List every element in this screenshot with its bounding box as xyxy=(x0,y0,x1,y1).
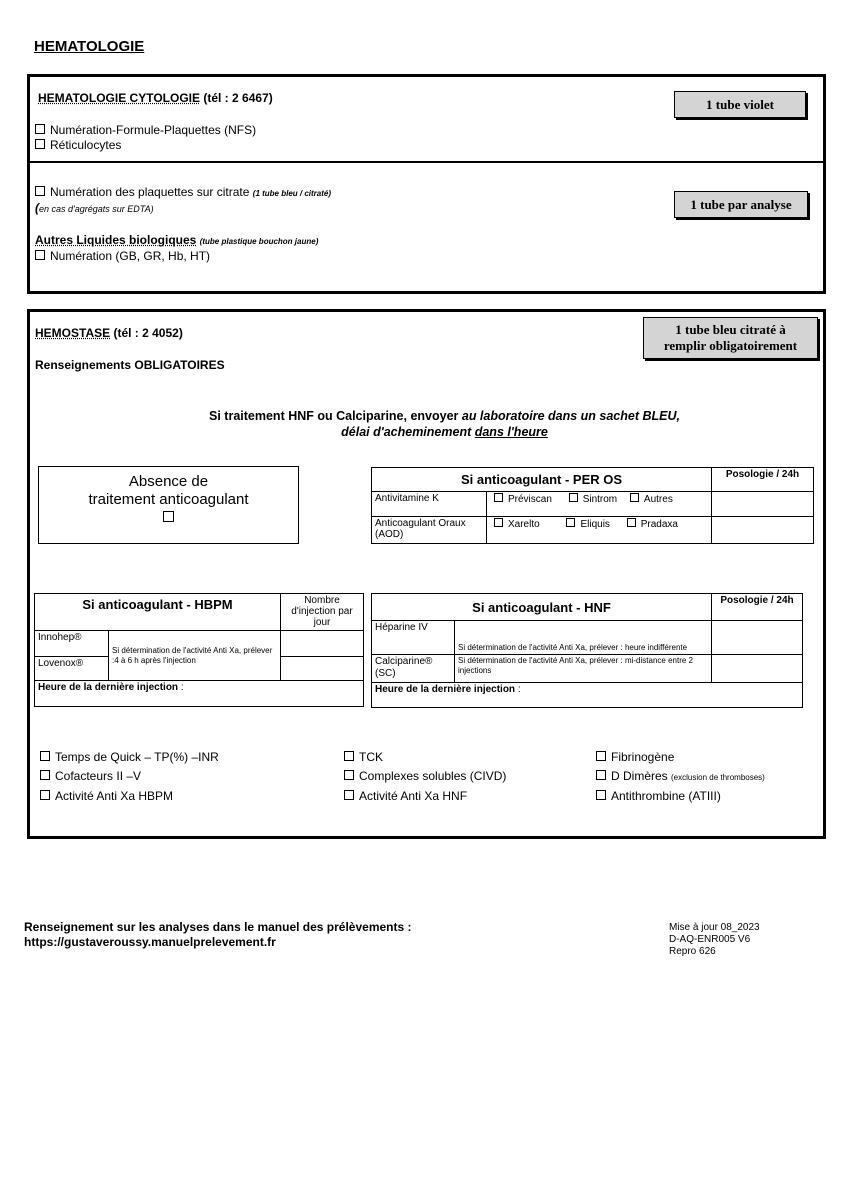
calciparine-posologie-cell[interactable] xyxy=(712,655,803,683)
test-label: Activité Anti Xa HNF xyxy=(359,789,468,803)
paren: ( xyxy=(35,201,39,215)
autres-heading-line xyxy=(35,233,318,247)
heparine-iv-label: Héparine IV xyxy=(372,621,455,655)
cyto-heading-line xyxy=(38,91,273,105)
checkbox-xarelto[interactable] xyxy=(494,519,540,530)
test-label: Activité Anti Xa HBPM xyxy=(55,789,174,803)
checkbox-anti-xa-hnf[interactable] xyxy=(344,789,467,803)
footer-update: Mise à jour 08_2023 xyxy=(669,922,760,933)
option-label: Pradaxa xyxy=(640,519,678,530)
checkbox-cofacteurs[interactable] xyxy=(40,769,141,783)
checkbox-eliquis[interactable] xyxy=(566,519,609,530)
plaquettes-note: (1 tube bleu / citraté) xyxy=(252,189,332,198)
checkbox-absence-traitement[interactable] xyxy=(163,511,174,522)
aod-label: Anticoagulant Oraux (AOD) xyxy=(372,517,487,544)
lovenox-label: Lovenox® xyxy=(35,657,109,681)
checkbox-icon[interactable] xyxy=(344,751,354,761)
aod-posologie-cell[interactable] xyxy=(712,517,814,544)
hbpm-last-injection[interactable] xyxy=(35,681,364,707)
colon: : xyxy=(515,684,521,695)
reticulocytes-label: Réticulocytes xyxy=(50,138,122,152)
checkbox-icon[interactable] xyxy=(627,518,636,527)
checkbox-fibrinogene[interactable] xyxy=(596,750,674,764)
test-label: Fibrinogène xyxy=(611,750,675,764)
hemostase-heading-line xyxy=(35,326,183,340)
cyto-tel: (tél : 2 6467) xyxy=(200,91,273,105)
footer-ref: D-AQ-ENR005 V6 xyxy=(669,934,751,945)
checkbox-anti-xa-hbpm[interactable] xyxy=(40,789,173,803)
heparine-posologie-cell[interactable] xyxy=(712,621,803,655)
option-label: Préviscan xyxy=(508,494,552,505)
checkbox-temps-quick[interactable] xyxy=(40,750,219,764)
footer-line1: Renseignement sur les analyses dans le manuel des prélèvements : xyxy=(24,920,412,934)
checkbox-antithrombine[interactable] xyxy=(596,789,721,803)
avk-label: Antivitamine K xyxy=(372,492,487,517)
checkbox-sintrom[interactable] xyxy=(569,494,617,505)
notice-text xyxy=(0,408,849,440)
checkbox-icon[interactable] xyxy=(35,250,45,260)
tube-bleu-label xyxy=(643,317,818,359)
checkbox-icon[interactable] xyxy=(596,790,606,800)
footer-info xyxy=(24,920,412,950)
checkbox-autres[interactable] xyxy=(630,494,673,505)
tube-bleu-line2: remplir obligatoirement xyxy=(663,338,798,353)
notice-1-italic: au laboratoire dans un sachet BLEU, xyxy=(461,409,680,423)
option-label: Eliquis xyxy=(580,519,610,530)
absence-traitement-box xyxy=(38,466,299,544)
checkbox-tck[interactable] xyxy=(344,750,383,764)
lovenox-injection-cell[interactable] xyxy=(281,657,364,681)
checkbox-nfs[interactable] xyxy=(35,123,256,137)
renseignements-obligatoires: Renseignements OBLIGATOIRES xyxy=(35,358,225,372)
checkbox-icon[interactable] xyxy=(40,790,50,800)
checkbox-icon[interactable] xyxy=(40,770,50,780)
hnf-last-injection-label: Heure de la dernière injection xyxy=(375,684,516,695)
calciparine-instruction: Si détermination de l'activité Anti Xa, prélever : mi-distance entre 2 injections xyxy=(455,655,712,683)
innohep-injection-cell[interactable] xyxy=(281,631,364,657)
plaquettes-sub xyxy=(35,201,154,215)
absence-line2: traitement anticoagulant xyxy=(88,491,249,508)
hemostase-heading: HEMOSTASE xyxy=(35,326,111,340)
checkbox-icon[interactable] xyxy=(494,518,503,527)
hnf-table xyxy=(371,593,803,708)
avk-options xyxy=(487,492,712,517)
nfs-label: Numération-Formule-Plaquettes (NFS) xyxy=(50,123,257,137)
ddimeres-note: (exclusion de thromboses) xyxy=(671,773,765,782)
test-label: TCK xyxy=(359,750,383,764)
calciparine-label: Calciparine® (SC) xyxy=(372,655,455,683)
footer-meta xyxy=(669,922,760,958)
checkbox-icon[interactable] xyxy=(344,770,354,780)
hbpm-instruction: Si détermination de l'activité Anti Xa, prélever :4 à 6 h après l'injection xyxy=(109,631,281,681)
colon: : xyxy=(178,682,184,693)
avk-posologie-cell[interactable] xyxy=(712,492,814,517)
notice-2: délai d'acheminement xyxy=(341,425,475,439)
aod-options xyxy=(487,517,712,544)
hnf-last-injection[interactable] xyxy=(372,683,803,708)
footer-url[interactable]: https://gustaveroussy.manuelprelevement.fr xyxy=(24,935,276,949)
heparine-instruction: Si détermination de l'activité Anti Xa, prélever : heure indifférente xyxy=(455,621,712,655)
hnf-posologie: Posologie / 24h xyxy=(712,594,803,621)
test-label: D Dimères xyxy=(611,769,668,783)
checkbox-icon[interactable] xyxy=(35,139,45,149)
hemostase-tel: (tél : 2 4052) xyxy=(110,326,183,340)
tube-par-analyse-label: 1 tube par analyse xyxy=(674,191,808,218)
page-title: HEMATOLOGIE xyxy=(34,38,145,55)
absence-line1: Absence de xyxy=(128,473,209,490)
checkbox-complexes-solubles[interactable] xyxy=(344,769,506,783)
hbpm-col-header: Nombre d'injection par jour xyxy=(281,594,364,631)
per-os-table xyxy=(371,467,814,544)
checkbox-pradaxa[interactable] xyxy=(627,519,678,530)
checkbox-icon[interactable] xyxy=(630,493,639,502)
checkbox-icon[interactable] xyxy=(40,751,50,761)
checkbox-icon[interactable] xyxy=(35,124,45,134)
footer-repro: Repro 626 xyxy=(669,946,716,957)
test-label: Cofacteurs II –V xyxy=(55,769,142,783)
option-label: Sintrom xyxy=(582,494,618,505)
checkbox-previscan[interactable] xyxy=(494,494,552,505)
checkbox-icon[interactable] xyxy=(494,493,503,502)
test-label: Temps de Quick – TP(%) –INR xyxy=(55,750,219,764)
hbpm-title: Si anticoagulant - HBPM xyxy=(35,594,281,631)
hbpm-table xyxy=(34,593,364,707)
plaquettes-sub-text: en cas d'agrégats sur EDTA) xyxy=(39,204,154,214)
autres-heading: Autres Liquides biologiques xyxy=(35,233,197,247)
tube-violet-label: 1 tube violet xyxy=(674,91,806,118)
checkbox-icon[interactable] xyxy=(569,493,578,502)
checkbox-icon[interactable] xyxy=(344,790,354,800)
notice-1: Si traitement HNF ou Calciparine, envoyer xyxy=(209,409,462,423)
checkbox-icon[interactable] xyxy=(596,751,606,761)
hbpm-last-injection-label: Heure de la dernière injection xyxy=(38,682,179,693)
hnf-title: Si anticoagulant - HNF xyxy=(372,594,712,621)
numeration-label: Numération (GB, GR, Hb, HT) xyxy=(50,249,211,263)
checkbox-icon[interactable] xyxy=(566,518,575,527)
checkbox-icon[interactable] xyxy=(35,186,45,196)
option-label: Autres xyxy=(643,494,673,505)
checkbox-d-dimeres[interactable] xyxy=(596,769,765,783)
per-os-posologie: Posologie / 24h xyxy=(712,468,814,492)
notice-2-underline: dans l'heure xyxy=(474,425,548,439)
test-label: Complexes solubles (CIVD) xyxy=(359,769,507,783)
innohep-label: Innohep® xyxy=(35,631,109,657)
divider xyxy=(30,161,823,163)
checkbox-icon[interactable] xyxy=(596,770,606,780)
checkbox-reticulocytes[interactable] xyxy=(35,138,121,152)
tube-bleu-line1: 1 tube bleu citraté à xyxy=(675,322,786,337)
checkbox-plaquettes[interactable] xyxy=(35,185,331,199)
option-label: Xarelto xyxy=(508,519,540,530)
autres-note: (tube plastique bouchon jaune) xyxy=(199,237,319,246)
test-label: Antithrombine (ATIII) xyxy=(611,789,721,803)
cyto-heading: HEMATOLOGIE CYTOLOGIE xyxy=(38,91,201,105)
plaquettes-label: Numération des plaquettes sur citrate xyxy=(50,185,250,199)
per-os-title: Si anticoagulant - PER OS xyxy=(372,468,712,492)
checkbox-numeration[interactable] xyxy=(35,249,210,263)
